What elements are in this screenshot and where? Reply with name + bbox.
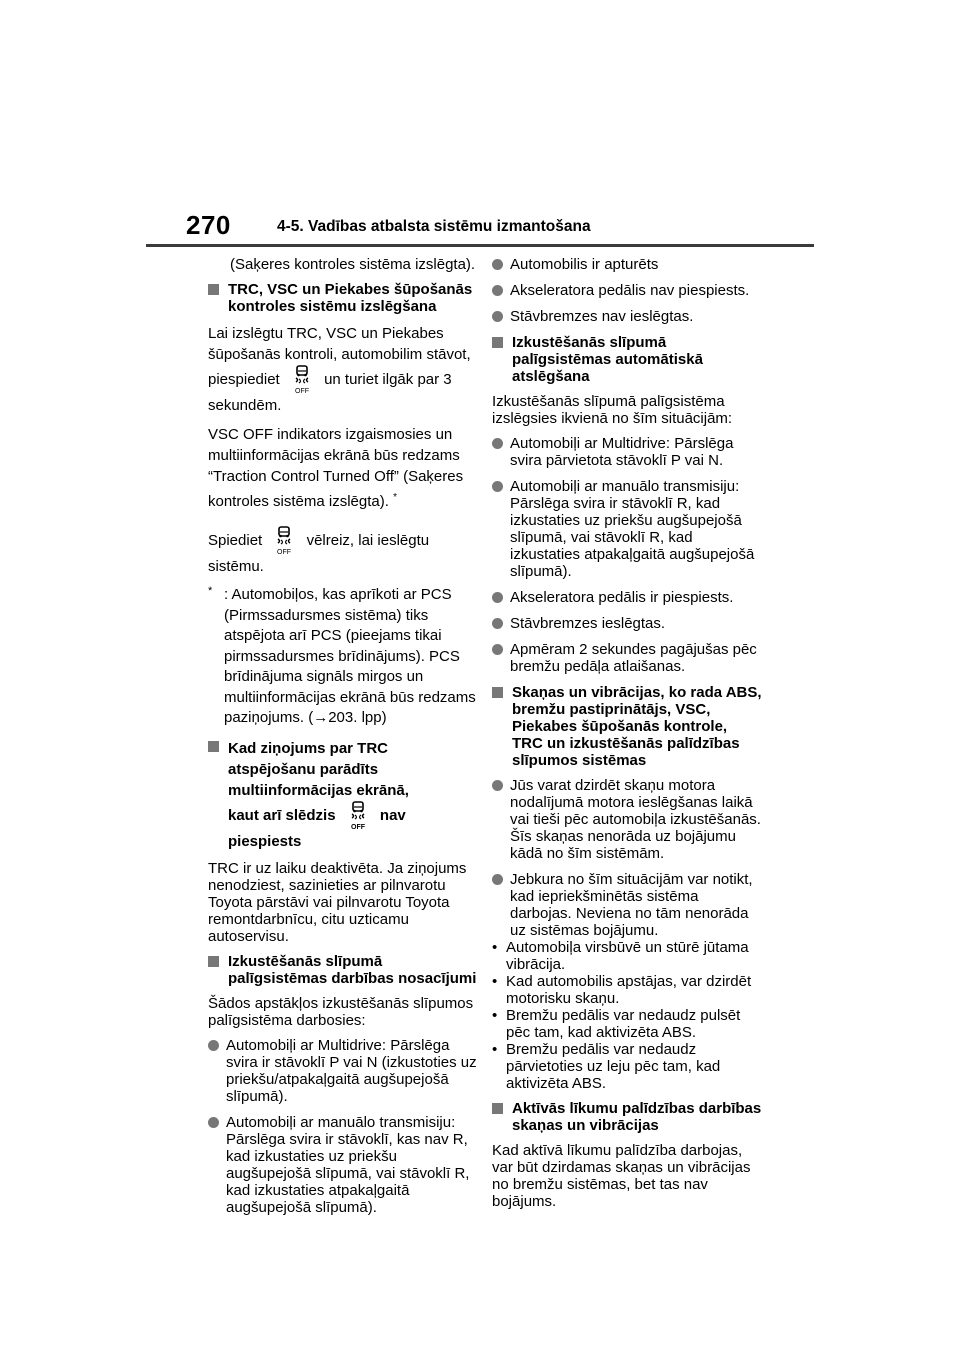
svg-text:OFF: OFF: [277, 549, 292, 556]
dash-item-text: Bremžu pedālis var nedaudz pulsēt pēc tam, kad aktivizēta ABS.: [506, 1007, 741, 1041]
round-bullet-icon: [492, 311, 503, 322]
page-number: 270: [186, 210, 231, 240]
dash-item: [492, 939, 762, 973]
list-item-text: Automobilis ir apturēts: [510, 256, 659, 273]
round-bullet-icon: [208, 1117, 219, 1128]
square-bullet-icon: [492, 687, 503, 698]
paragraph: Izkustēšanās slīpumā palīgsistēma izslēgsies ikvienā no šīm situācijām:: [492, 393, 733, 427]
dash-marker: •: [492, 1041, 498, 1058]
round-bullet-icon: [208, 1040, 219, 1051]
list-item: [492, 641, 762, 675]
list-item: [492, 435, 762, 469]
square-bullet-icon: [492, 1103, 503, 1114]
square-bullet-icon: [208, 741, 219, 752]
list-item-text: Akseleratora pedālis nav piespiests.: [510, 282, 750, 299]
dash-marker: •: [492, 1007, 498, 1024]
round-bullet-icon: [492, 592, 503, 603]
paragraph-text: Spiediet: [208, 531, 263, 549]
header-rule: [146, 244, 814, 247]
paragraph: TRC ir uz laiku deaktivēta. Ja ziņojums nenodziest, sazinieties ar pilnvarotu Toyota pārstāvi vai pilnvarotu Toyota remontdarbnīcu, citu uzticamu autoservisu.: [208, 859, 467, 945]
paragraph: [208, 424, 478, 512]
round-bullet-icon: [492, 874, 503, 885]
round-bullet-icon: [492, 618, 503, 629]
heading-text: TRC, VSC un Piekabes šūpošanās kontroles sistēmu izslēgšana: [228, 281, 473, 315]
section-heading-trc-off: [208, 281, 478, 315]
list-item: [492, 777, 762, 862]
list-item-text: Automobiļi ar Multidrive: Pārslēga svira ir stāvoklī P vai N (izkustoties uz priekšu/atpakaļgaitā augšupejošā slīpumā).: [226, 1036, 477, 1105]
list-item: [208, 1114, 478, 1216]
section-heading-trc-message: [208, 738, 478, 852]
heading-text: kaut arī slēdzis: [228, 806, 336, 824]
heading-text: Kad ziņojums par TRC atspējošanu parādīts multiinformācijas ekrānā,: [228, 739, 409, 799]
list-item: [492, 589, 762, 606]
list-item-text: Stāvbremzes nav ieslēgtas.: [510, 308, 694, 325]
round-bullet-icon: [492, 780, 503, 791]
list-item-text: Automobiļi ar manuālo transmisiju: Pārslēga svira ir stāvoklī R, kad izkustaties uz priekšu augšupejošā slīpumā, vai stāvoklī R, kad izkustaties atpakaļgaitā augšupejošā slīpumā).: [510, 478, 755, 580]
paragraph-text: piespiediet: [208, 370, 280, 388]
round-bullet-icon: [492, 644, 503, 655]
dash-marker: •: [492, 973, 498, 990]
paragraph-text: vēlreiz, lai ieslēgtu sistēmu.: [208, 531, 430, 575]
dash-item-text: Bremžu pedālis var nedaudz pārvietoties uz leju pēc tam, kad aktivizēta ABS.: [506, 1041, 721, 1092]
list-item-text: Automobiļi ar manuālo transmisiju: Pārslēga svira ir stāvoklī, kas nav R, kad izkustaties uz priekšu augšupejošā slīpumā, vai stāvoklī R, kad izkustaties atpakaļgaitā augšupejošā slīpumā).: [226, 1113, 470, 1216]
heading-text: Izkustēšanās slīpumā palīgsistēmas automātiskā atslēgšana: [512, 334, 703, 385]
list-item-text: Jūs varat dzirdēt skaņu motora nodalījumā motora ieslēgšanas laikā vai tieši pēc automobiļa izkustēšanās. Šīs skaņas nenorāda uz bojājumu kādā no šīm sistēmām.: [510, 777, 761, 862]
paragraph: Kad aktīvā līkumu palīdzība darbojas, var būt dzirdamas skaņas un vibrācijas no bremžu sistēmas, bet tas nav bojājums.: [492, 1142, 751, 1210]
list-item: [492, 308, 762, 325]
square-bullet-icon: [208, 956, 219, 967]
paragraph: [208, 526, 478, 577]
trc-off-switch-icon: [346, 801, 370, 831]
paragraph-text: un turiet ilgāk par 3: [324, 370, 452, 388]
list-item-text: Apmēram 2 sekundes pagājušas pēc bremžu pedāļa atlaišanas.: [510, 641, 757, 675]
footnote-marker: *: [393, 492, 397, 503]
left-column: [208, 256, 478, 1225]
intro-line: (Saķeres kontroles sistēma izslēgta).: [230, 256, 476, 273]
heading-text: Aktīvās līkumu palīdzības darbības skaņas un vibrācijas: [512, 1100, 762, 1134]
list-item: [208, 1037, 478, 1105]
section-heading-sounds-vibrations: [492, 684, 762, 769]
svg-text:OFF: OFF: [350, 823, 365, 831]
section-heading-active-cornering: [492, 1100, 762, 1134]
dash-item-text: Kad automobilis apstājas, var dzirdēt motorisku skaņu.: [506, 973, 752, 1007]
paragraph-text: VSC OFF indikators izgaismosies un multiinformācijas ekrānā būs redzams “Traction Control Turned Off” (Saķeres kontroles sistēma izslēgta).: [208, 426, 464, 510]
square-bullet-icon: [208, 284, 219, 295]
dash-item: [492, 1007, 762, 1041]
round-bullet-icon: [492, 285, 503, 296]
heading-text: Skaņas un vibrācijas, ko rada ABS, bremžu pastiprinātājs, VSC, Piekabes šūpošanās kontrole, TRC un izkustēšanās palīdzības slīpumos sistēmas: [512, 684, 762, 769]
dash-item-text: Automobiļa virsbūvē un stūrē jūtama vibrācija.: [506, 939, 749, 973]
heading-text: nav piespiests: [228, 806, 406, 850]
footnote-text: : Automobiļos, kas aprīkoti ar PCS (Pirmssadursmes sistēma) tiks atspējota arī PCS (pieejams tikai pirmssadursmes brīdinājums). PCS brīdinājuma signāls mirgos un multiinformācijas ekrānā būs redzams paziņojums. (→203. lpp): [224, 586, 476, 726]
paragraph: [208, 323, 478, 416]
chapter-title: 4-5. Vadības atbalsta sistēmu izmantošana: [277, 218, 591, 235]
footnote: [208, 585, 478, 729]
list-item: [492, 256, 762, 273]
dash-item: [492, 1041, 762, 1092]
section-heading-hill-start-conditions: [208, 953, 478, 987]
list-item: [492, 871, 762, 939]
paragraph-text: Lai izslēgtu TRC, VSC un Piekabes šūpošanās kontroli, automobilim stāvot,: [208, 325, 471, 363]
round-bullet-icon: [492, 481, 503, 492]
dash-marker: •: [492, 939, 498, 956]
svg-text:OFF: OFF: [294, 388, 309, 395]
list-item-text: Jebkura no šīm situācijām var notikt, kad iepriekšminētās sistēma darbojas. Neviena no tām nenorāda uz sistēmas bojājumu.: [510, 871, 753, 939]
round-bullet-icon: [492, 259, 503, 270]
trc-off-switch-icon: [290, 365, 314, 395]
paragraph: Šādos apstākļos izkustēšanās slīpumos palīgsistēma darbosies:: [208, 994, 474, 1029]
heading-text: Izkustēšanās slīpumā palīgsistēmas darbības nosacījumi: [228, 952, 477, 987]
right-column: [492, 256, 762, 1218]
list-item-text: Stāvbremzes ieslēgtas.: [510, 615, 666, 632]
list-item: [492, 615, 762, 632]
section-heading-hill-start-cancel: [492, 334, 762, 385]
list-item: [492, 478, 762, 580]
dash-list: [492, 939, 762, 1092]
footnote-marker: *: [208, 585, 213, 597]
trc-off-switch-icon: [272, 526, 296, 556]
round-bullet-icon: [492, 438, 503, 449]
list-item: [492, 282, 762, 299]
list-item-text: Akseleratora pedālis ir piespiests.: [510, 589, 734, 606]
paragraph-text: sekundēm.: [208, 397, 282, 414]
dash-item: [492, 973, 762, 1007]
page-header: [0, 0, 960, 250]
list-item-text: Automobiļi ar Multidrive: Pārslēga svira pārvietota stāvoklī P vai N.: [510, 435, 734, 469]
square-bullet-icon: [492, 337, 503, 348]
